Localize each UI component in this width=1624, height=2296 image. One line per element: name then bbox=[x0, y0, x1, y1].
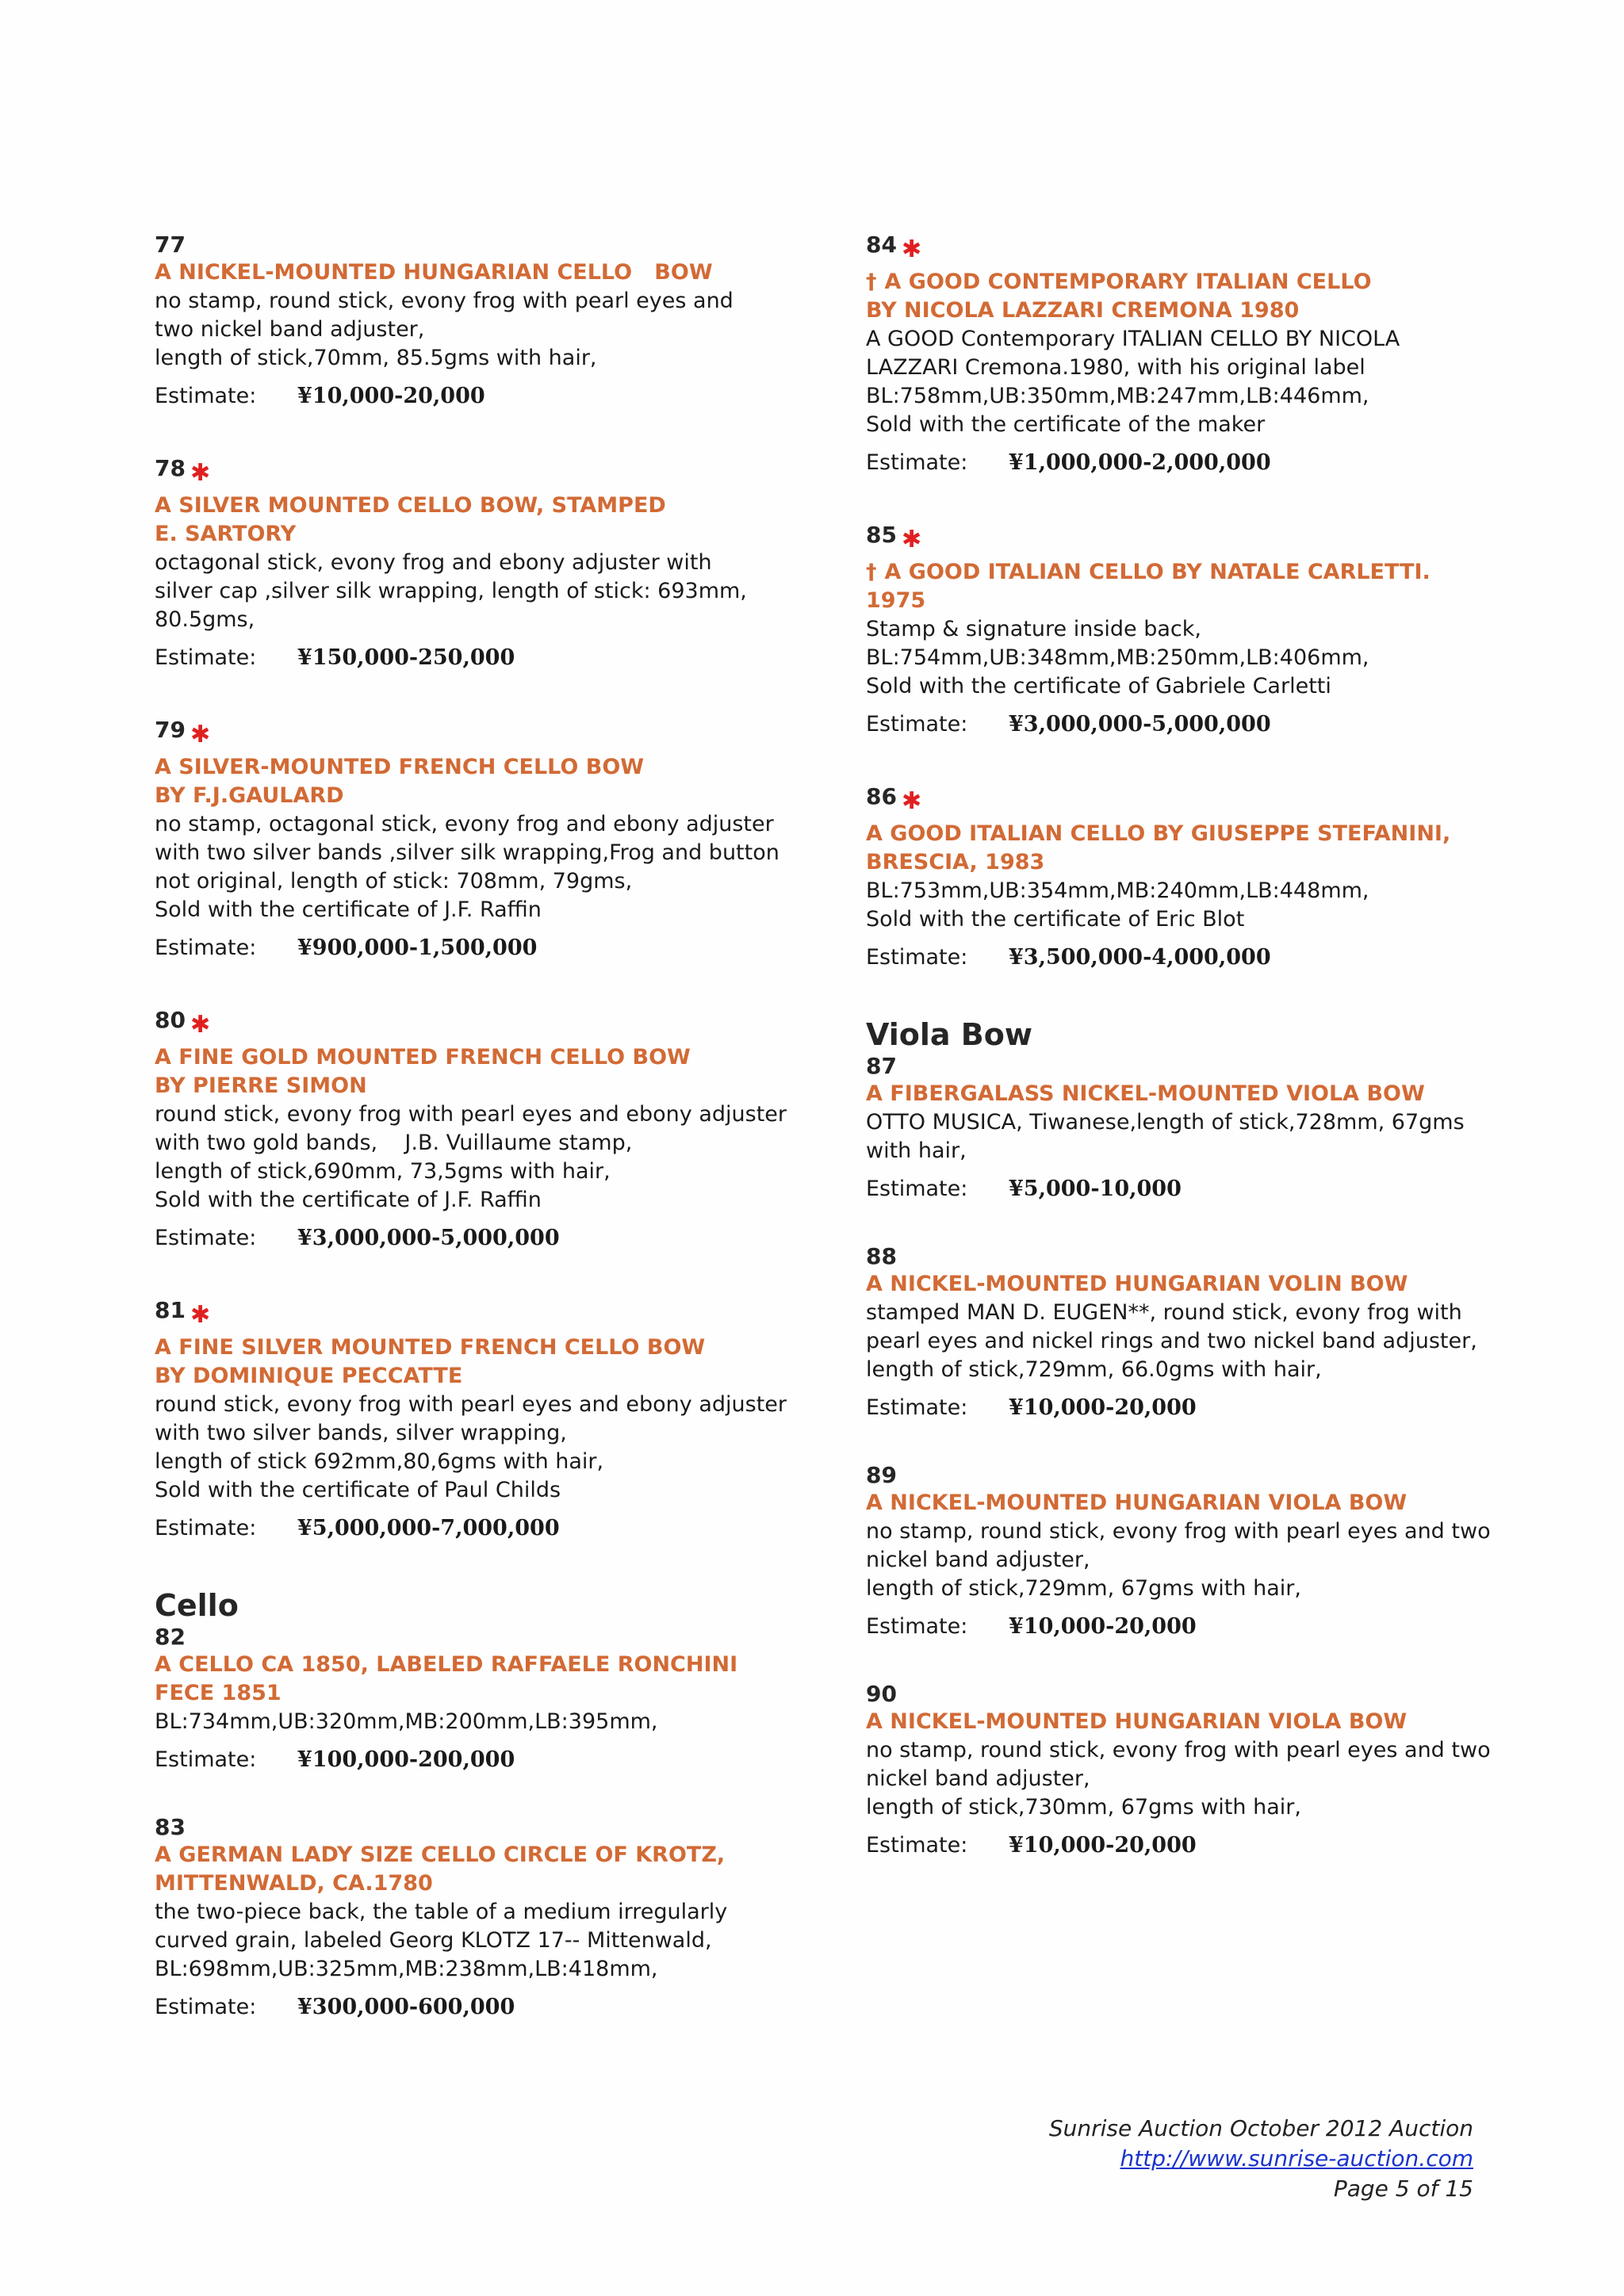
lot-estimate bbox=[155, 1746, 789, 1774]
lot-number bbox=[866, 783, 1524, 815]
lot-description-line: two nickel band adjuster, bbox=[155, 317, 425, 342]
lot-description-line: Sold with the certificate of Eric Blot bbox=[866, 907, 1245, 932]
lot-entry bbox=[155, 455, 789, 672]
lot-title bbox=[866, 1489, 1524, 1517]
lot-description-line: pearl eyes and nickel rings and two nickel band adjuster, bbox=[866, 1329, 1477, 1353]
lot-title-text: A NICKEL-MOUNTED HUNGARIAN CELLO BOW bbox=[155, 260, 713, 285]
lot-title-text: A NICKEL-MOUNTED HUNGARIAN VOLIN BOW bbox=[866, 1272, 1408, 1296]
lot-title-text: BY F.J.GAULARD bbox=[155, 783, 344, 808]
lot-title-text: BRESCIA, 1983 bbox=[866, 850, 1045, 874]
lot-description-line: Sold with the certificate of Gabriele Carletti bbox=[866, 674, 1331, 698]
lot-description-line: A GOOD Contemporary ITALIAN CELLO BY NICOLA bbox=[866, 327, 1400, 351]
lot-number bbox=[155, 1814, 789, 1841]
lot-title-text: BY NICOLA LAZZARI CREMONA 1980 bbox=[866, 298, 1300, 323]
estimate-value: ¥10,000-20,000 bbox=[1009, 1614, 1197, 1639]
asterisk-icon: ✱ bbox=[190, 1011, 211, 1039]
lot-description-line: no stamp, round stick, evony frog with pearl eyes and two bbox=[866, 1738, 1491, 1762]
estimate-label: Estimate: bbox=[866, 450, 968, 475]
lot-title-text: BY PIERRE SIMON bbox=[155, 1073, 367, 1098]
lot-title-text: 1975 bbox=[866, 588, 926, 613]
lot-description-line: silver cap ,silver silk wrapping, length of stick: 693mm, bbox=[155, 579, 747, 603]
asterisk-icon: ✱ bbox=[190, 1301, 211, 1329]
dagger-icon: † bbox=[866, 270, 877, 294]
lot-title-line bbox=[155, 520, 789, 549]
footer-website-link[interactable]: http://www.sunrise-auction.com bbox=[1120, 2145, 1473, 2172]
lot-title bbox=[866, 268, 1524, 325]
lot-description bbox=[866, 1108, 1524, 1165]
lot-title-text: A GOOD CONTEMPORARY ITALIAN CELLO bbox=[884, 270, 1372, 294]
lot-description-line: not original, length of stick: 708mm, 79gms, bbox=[155, 869, 633, 894]
lot-estimate bbox=[866, 710, 1524, 739]
lot-title-line bbox=[866, 848, 1524, 877]
lot-description-line: BL:754mm,UB:348mm,MB:250mm,LB:406mm, bbox=[866, 645, 1369, 670]
estimate-value: ¥1,000,000-2,000,000 bbox=[1009, 450, 1271, 475]
lot-title-line bbox=[155, 258, 789, 287]
lot-title-line bbox=[155, 1043, 789, 1072]
lot-title-text: A SILVER MOUNTED CELLO BOW, STAMPED bbox=[155, 493, 666, 518]
estimate-label: Estimate: bbox=[866, 1614, 968, 1639]
lot-number-text: 88 bbox=[866, 1243, 897, 1269]
lot-title-line bbox=[155, 1869, 789, 1898]
lot-description bbox=[866, 325, 1524, 439]
lot-number-text: 78 bbox=[155, 455, 186, 481]
lot-description bbox=[866, 1299, 1524, 1384]
lot-description-line: round stick, evony frog with pearl eyes and ebony adjuster bbox=[155, 1102, 787, 1127]
lot-estimate bbox=[155, 382, 789, 411]
estimate-label: Estimate: bbox=[866, 1833, 968, 1858]
lot-description-line: length of stick,729mm, 67gms with hair, bbox=[866, 1576, 1301, 1601]
estimate-value: ¥300,000-600,000 bbox=[297, 1995, 515, 2019]
lot-estimate bbox=[155, 1993, 789, 2022]
estimate-label: Estimate: bbox=[866, 712, 968, 737]
left-column bbox=[155, 232, 789, 2022]
lot-number-text: 83 bbox=[155, 1814, 186, 1840]
lot-description bbox=[155, 549, 789, 634]
lot-estimate bbox=[866, 1175, 1524, 1203]
estimate-label: Estimate: bbox=[155, 1995, 257, 2019]
lot-number bbox=[155, 232, 789, 258]
lot-title bbox=[155, 1043, 789, 1100]
estimate-label: Estimate: bbox=[155, 1516, 257, 1540]
lot-title-line bbox=[155, 1334, 789, 1362]
lot-title-line bbox=[866, 268, 1524, 297]
lot-description-line: OTTO MUSICA, Tiwanese,length of stick,728mm, 67gms bbox=[866, 1110, 1465, 1135]
lot-title-line bbox=[866, 1489, 1524, 1517]
lot-entry bbox=[155, 717, 789, 962]
lot-title-text: A GERMAN LADY SIZE CELLO CIRCLE OF KROTZ, bbox=[155, 1843, 726, 1867]
lot-description-line: the two-piece back, the table of a medium irregularly bbox=[155, 1900, 728, 1924]
lot-number-text: 79 bbox=[155, 717, 186, 743]
lot-description-line: length of stick,730mm, 67gms with hair, bbox=[866, 1795, 1301, 1820]
lot-title-line bbox=[155, 1362, 789, 1391]
lot-title-text: E. SARTORY bbox=[155, 522, 297, 546]
lot-description-line: length of stick,729mm, 66.0gms with hair, bbox=[866, 1357, 1322, 1382]
lot-title-line bbox=[866, 297, 1524, 325]
lot-description-line: 80.5gms, bbox=[155, 607, 255, 632]
lot-title-line bbox=[866, 1708, 1524, 1736]
lot-number-text: 90 bbox=[866, 1681, 897, 1707]
lot-description-line: with two silver bands, silver wrapping, bbox=[155, 1421, 567, 1445]
lot-title-line bbox=[155, 1072, 789, 1100]
lot-title-text: A FIBERGALASS NICKEL-MOUNTED VIOLA BOW bbox=[866, 1081, 1425, 1106]
lot-title-line bbox=[155, 1841, 789, 1869]
estimate-value: ¥900,000-1,500,000 bbox=[297, 936, 538, 960]
lot-description bbox=[866, 1517, 1524, 1603]
estimate-label: Estimate: bbox=[155, 936, 257, 960]
lot-title-text: A FINE GOLD MOUNTED FRENCH CELLO BOW bbox=[155, 1045, 691, 1070]
lot-description-line: BL:734mm,UB:320mm,MB:200mm,LB:395mm, bbox=[155, 1709, 658, 1734]
lot-list-top bbox=[866, 232, 1524, 972]
lot-title-line bbox=[155, 492, 789, 520]
lot-description-line: no stamp, round stick, evony frog with pearl eyes and two bbox=[866, 1519, 1491, 1544]
estimate-value: ¥10,000-20,000 bbox=[1009, 1395, 1197, 1420]
lot-number bbox=[155, 1007, 789, 1039]
lot-title-text: A CELLO CA 1850, LABELED RAFFAELE RONCHINI bbox=[155, 1652, 738, 1677]
right-column bbox=[866, 232, 1524, 1860]
lot-number bbox=[866, 1462, 1524, 1489]
estimate-label: Estimate: bbox=[866, 1177, 968, 1201]
lot-description-line: BL:758mm,UB:350mm,MB:247mm,LB:446mm, bbox=[866, 384, 1369, 408]
lot-estimate bbox=[866, 449, 1524, 477]
estimate-value: ¥100,000-200,000 bbox=[297, 1747, 515, 1772]
lot-description bbox=[866, 1736, 1524, 1822]
lot-entry bbox=[866, 232, 1524, 477]
estimate-value: ¥3,500,000-4,000,000 bbox=[1009, 945, 1271, 970]
lot-description-line: octagonal stick, evony frog and ebony adjuster with bbox=[155, 550, 712, 575]
lot-number bbox=[866, 1243, 1524, 1270]
asterisk-icon: ✱ bbox=[190, 459, 211, 487]
lot-title-line bbox=[866, 558, 1524, 587]
lot-description bbox=[866, 877, 1524, 934]
lot-description-line: Sold with the certificate of Paul Childs bbox=[155, 1478, 561, 1502]
lot-entry bbox=[866, 783, 1524, 972]
lot-description-line: BL:698mm,UB:325mm,MB:238mm,LB:418mm, bbox=[155, 1957, 658, 1981]
lot-title bbox=[866, 820, 1524, 877]
lot-number-text: 81 bbox=[155, 1297, 186, 1323]
lot-estimate bbox=[866, 1613, 1524, 1641]
lot-entry bbox=[866, 1243, 1524, 1422]
lot-description bbox=[155, 1391, 789, 1505]
lot-list-top bbox=[155, 232, 789, 1543]
lot-number-text: 87 bbox=[866, 1053, 897, 1079]
lot-title bbox=[155, 492, 789, 549]
lot-title bbox=[155, 1334, 789, 1391]
estimate-value: ¥10,000-20,000 bbox=[297, 384, 485, 408]
lot-description-line: no stamp, octagonal stick, evony frog and ebony adjuster bbox=[155, 812, 774, 836]
lot-description-line: nickel band adjuster, bbox=[866, 1548, 1090, 1572]
lot-description-line: Stamp & signature inside back, bbox=[866, 617, 1201, 641]
lot-description-line: Sold with the certificate of J.F. Raffin bbox=[155, 1188, 542, 1212]
lot-number bbox=[866, 232, 1524, 263]
lot-title bbox=[866, 1270, 1524, 1299]
estimate-value: ¥150,000-250,000 bbox=[297, 645, 515, 670]
estimate-value: ¥10,000-20,000 bbox=[1009, 1833, 1197, 1858]
lot-number bbox=[866, 522, 1524, 553]
lot-title bbox=[866, 1080, 1524, 1108]
lot-number-text: 84 bbox=[866, 232, 897, 258]
lot-description bbox=[155, 1708, 789, 1736]
lot-title-text: A GOOD ITALIAN CELLO BY NATALE CARLETTI. bbox=[884, 560, 1431, 584]
lot-description-line: length of stick 692mm,80,6gms with hair, bbox=[155, 1449, 604, 1474]
lot-title-line bbox=[155, 782, 789, 810]
lot-description-line: BL:753mm,UB:354mm,MB:240mm,LB:448mm, bbox=[866, 878, 1369, 903]
lot-title bbox=[155, 1841, 789, 1898]
lot-title-line bbox=[155, 753, 789, 782]
section-heading-viola-bow: Viola Bow bbox=[866, 1017, 1032, 1052]
lot-title-text: MITTENWALD, CA.1780 bbox=[155, 1871, 433, 1896]
lot-number bbox=[155, 717, 789, 748]
lot-estimate bbox=[866, 943, 1524, 972]
lot-title bbox=[155, 753, 789, 810]
lot-description-line: length of stick,690mm, 73,5gms with hair, bbox=[155, 1159, 611, 1184]
estimate-label: Estimate: bbox=[866, 1395, 968, 1420]
estimate-label: Estimate: bbox=[155, 384, 257, 408]
lot-estimate bbox=[155, 1514, 789, 1543]
lot-title-text: BY DOMINIQUE PECCATTE bbox=[155, 1364, 463, 1388]
lot-entry bbox=[155, 1624, 789, 1774]
lot-title-line bbox=[866, 587, 1524, 615]
section-heading-cello: Cello bbox=[155, 1588, 239, 1623]
lot-entry bbox=[155, 1007, 789, 1253]
lot-description-line: stamped MAN D. EUGEN**, round stick, evony frog with bbox=[866, 1300, 1462, 1325]
lot-description-line: curved grain, labeled Georg KLOTZ 17-- Mittenwald, bbox=[155, 1928, 712, 1953]
lot-list-viola-bow bbox=[866, 1053, 1524, 1860]
lot-description-line: with hair, bbox=[866, 1138, 967, 1163]
lot-entry bbox=[866, 1053, 1524, 1203]
lot-number-text: 80 bbox=[155, 1007, 186, 1033]
lot-number bbox=[155, 1624, 789, 1651]
estimate-value: ¥3,000,000-5,000,000 bbox=[1009, 712, 1271, 737]
lot-description-line: with two gold bands, J.B. Vuillaume stamp, bbox=[155, 1131, 633, 1155]
lot-estimate bbox=[155, 644, 789, 672]
lot-number-text: 82 bbox=[155, 1624, 186, 1650]
lot-number bbox=[155, 1297, 789, 1329]
estimate-value: ¥5,000,000-7,000,000 bbox=[297, 1516, 560, 1540]
lot-entry bbox=[155, 1814, 789, 2022]
lot-title-line bbox=[866, 1270, 1524, 1299]
asterisk-icon: ✱ bbox=[190, 721, 211, 748]
lot-number-text: 86 bbox=[866, 783, 897, 809]
lot-description bbox=[866, 615, 1524, 701]
estimate-label: Estimate: bbox=[155, 645, 257, 670]
lot-description-line: no stamp, round stick, evony frog with pearl eyes and bbox=[155, 289, 733, 313]
lot-number-text: 89 bbox=[866, 1462, 897, 1488]
lot-estimate bbox=[155, 1224, 789, 1253]
lot-title-text: A SILVER-MOUNTED FRENCH CELLO BOW bbox=[155, 755, 645, 779]
estimate-label: Estimate: bbox=[866, 945, 968, 970]
estimate-label: Estimate: bbox=[155, 1226, 257, 1250]
lot-description-line: Sold with the certificate of J.F. Raffin bbox=[155, 897, 542, 922]
footer-auction-name: Sunrise Auction October 2012 Auction bbox=[1048, 2115, 1473, 2141]
dagger-icon: † bbox=[866, 560, 877, 584]
lot-description bbox=[155, 1100, 789, 1215]
estimate-value: ¥5,000-10,000 bbox=[1009, 1177, 1182, 1201]
lot-title-line bbox=[155, 1651, 789, 1679]
lot-description bbox=[155, 1898, 789, 1984]
lot-title-text: A GOOD ITALIAN CELLO BY GIUSEPPE STEFANINI, bbox=[866, 821, 1451, 846]
lot-description-line: with two silver bands ,silver silk wrapping,Frog and button bbox=[155, 840, 779, 865]
lot-entry bbox=[155, 232, 789, 411]
lot-number-text: 85 bbox=[866, 522, 897, 548]
lot-description bbox=[155, 810, 789, 924]
lot-number bbox=[155, 455, 789, 487]
lot-entry bbox=[866, 1681, 1524, 1860]
lot-description-line: length of stick,70mm, 85.5gms with hair, bbox=[155, 346, 597, 370]
lot-description-line: nickel band adjuster, bbox=[866, 1766, 1090, 1791]
lot-title-text: A FINE SILVER MOUNTED FRENCH CELLO BOW bbox=[155, 1335, 706, 1360]
lot-number-text: 77 bbox=[155, 232, 186, 258]
lot-title-line bbox=[155, 1679, 789, 1708]
lot-estimate bbox=[866, 1394, 1524, 1422]
page-footer bbox=[1049, 2114, 1473, 2204]
estimate-value: ¥3,000,000-5,000,000 bbox=[297, 1226, 560, 1250]
lot-entry bbox=[866, 1462, 1524, 1641]
lot-list-cello bbox=[155, 1624, 789, 2022]
lot-estimate bbox=[155, 934, 789, 962]
lot-entry bbox=[155, 1297, 789, 1543]
lot-title bbox=[155, 1651, 789, 1708]
asterisk-icon: ✱ bbox=[901, 526, 922, 553]
lot-title-line bbox=[866, 1080, 1524, 1108]
lot-title-text: FECE 1851 bbox=[155, 1681, 282, 1705]
footer-page-number: Page 5 of 15 bbox=[1333, 2175, 1473, 2202]
lot-entry bbox=[866, 522, 1524, 739]
lot-title-text: A NICKEL-MOUNTED HUNGARIAN VIOLA BOW bbox=[866, 1490, 1408, 1515]
estimate-label: Estimate: bbox=[155, 1747, 257, 1772]
lot-estimate bbox=[866, 1831, 1524, 1860]
lot-description-line: LAZZARI Cremona.1980, with his original label bbox=[866, 355, 1365, 380]
lot-title bbox=[866, 558, 1524, 615]
asterisk-icon: ✱ bbox=[901, 235, 922, 263]
lot-description bbox=[155, 287, 789, 373]
asterisk-icon: ✱ bbox=[901, 787, 922, 815]
lot-title bbox=[866, 1708, 1524, 1736]
lot-title-line bbox=[866, 820, 1524, 848]
lot-title bbox=[155, 258, 789, 287]
lot-number bbox=[866, 1053, 1524, 1080]
lot-title-text: A NICKEL-MOUNTED HUNGARIAN VIOLA BOW bbox=[866, 1709, 1408, 1734]
lot-number bbox=[866, 1681, 1524, 1708]
lot-description-line: round stick, evony frog with pearl eyes and ebony adjuster bbox=[155, 1392, 787, 1417]
lot-description-line: Sold with the certificate of the maker bbox=[866, 412, 1266, 437]
